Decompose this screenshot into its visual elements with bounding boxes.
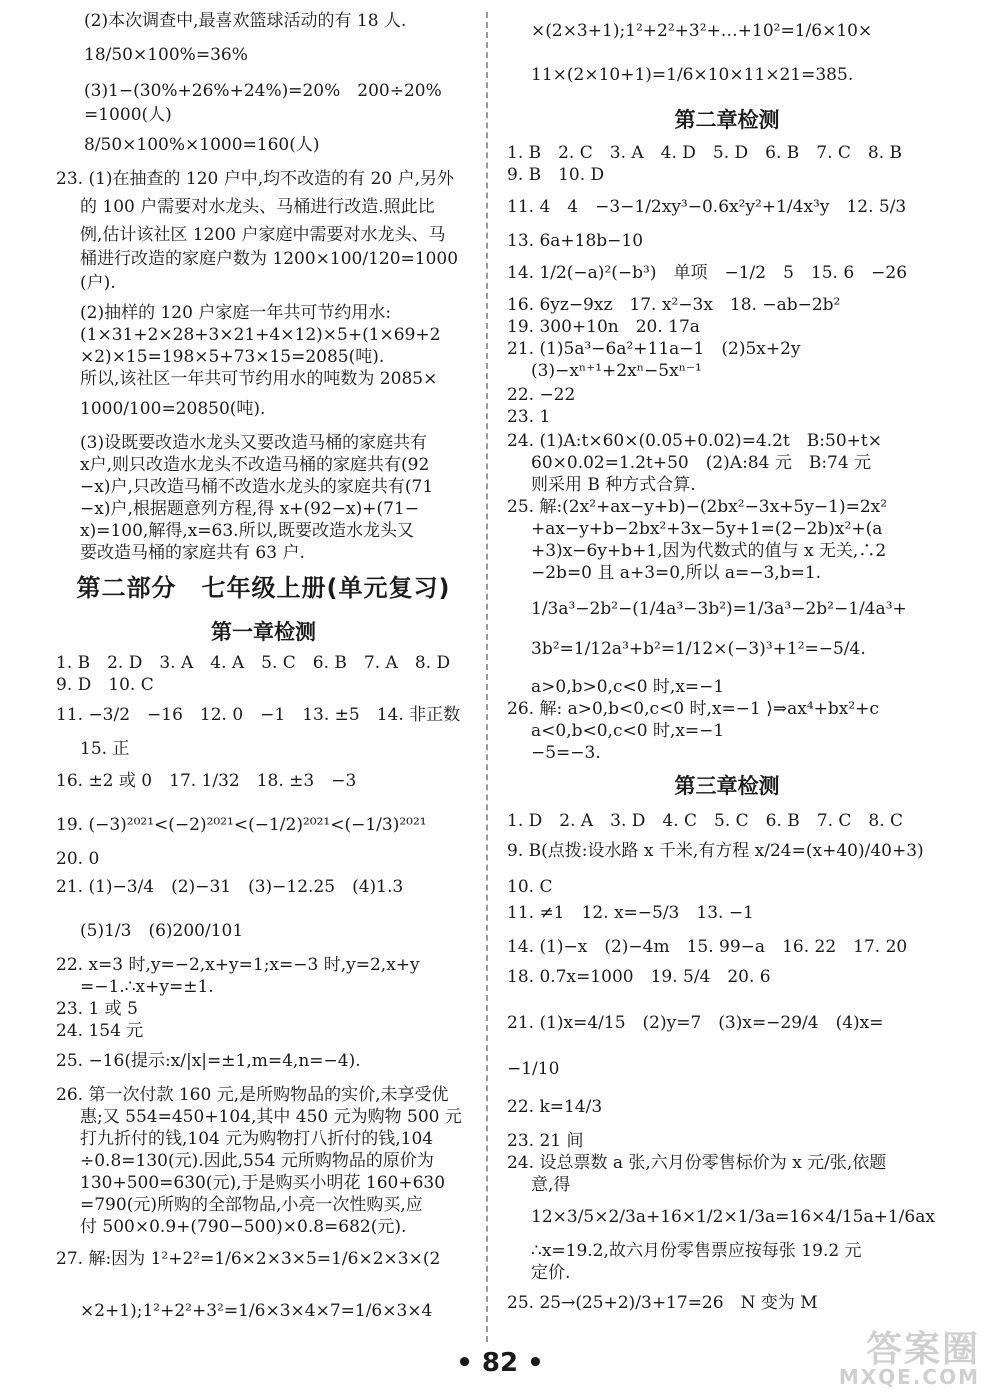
answer-line: 打九折付的钱,104 元为购物打八折付的钱,104 bbox=[80, 1129, 434, 1149]
answer-line: 1/3a³−2b²−(1/4a³−3b²)=1/3a³−2b²−1/4a³+ bbox=[531, 599, 907, 619]
answer-line: 定价. bbox=[531, 1263, 571, 1283]
answer-line: 1. B 2. C 3. A 4. D 5. D 6. B 7. C 8. B bbox=[507, 143, 903, 163]
answer-line: 所以,该社区一年共可节约用水的吨数为 2085× bbox=[80, 369, 438, 389]
answer-line: 21. (1)x=4/15 (2)y=7 (3)x=−29/4 (4)x= bbox=[507, 1013, 884, 1033]
answer-line: −2b=0 且 a+3=0,所以 a=−3,b=1. bbox=[531, 563, 822, 583]
answer-line: a<0,b<0,c<0 时,x=−1 bbox=[531, 721, 725, 741]
answer-line: 1. D 2. A 3. D 4. C 5. C 6. B 7. C 8. C bbox=[507, 811, 904, 831]
chapter2-heading: 第二章检测 bbox=[674, 108, 780, 132]
answer-line: (2)本次调查中,最喜欢篮球活动的有 18 人. bbox=[84, 11, 407, 31]
answer-line: 27. 解:因为 1²+2²=1/6×2×3×5=1/6×2×3×(2 bbox=[56, 1249, 441, 1269]
answer-line: 26. 解: a>0,b<0,c<0 时,x=−1 ⟩⇒ax⁴+bx²+c bbox=[507, 699, 879, 719]
watermark-line1: 答案圈 bbox=[865, 1329, 980, 1370]
answer-line: =790(元)所购的全部物品,小亮一次性购买,应 bbox=[80, 1195, 423, 1215]
watermark-logo bbox=[800, 1319, 986, 1391]
answer-line: 19. 300+10n 20. 17a bbox=[507, 317, 700, 337]
column-divider bbox=[486, 12, 488, 1342]
answer-line: 22. −22 bbox=[507, 385, 576, 405]
answer-line: 付 500×0.9+(790−500)×0.8=682(元). bbox=[80, 1217, 407, 1237]
answer-line: (5)1/3 (6)200/101 bbox=[80, 921, 244, 941]
answer-line: 桶进行改造的家庭户数为 1200×100/120=1000 bbox=[80, 249, 459, 269]
answer-line: 23. 1 bbox=[507, 407, 551, 427]
answer-line: 11. −3/2 −16 12. 0 −1 13. ±5 14. 非正数 bbox=[56, 705, 461, 725]
answer-line: (1×31+2×28+3×21+4×12)×5+(1×69+2 bbox=[80, 325, 441, 345]
answer-line: 24. 设总票数 a 张,六月份零售标价为 x 元/张,依题 bbox=[507, 1153, 887, 1173]
answer-line: 3b²=1/12a³+b²=1/12×(−3)³+1²=−5/4. bbox=[531, 639, 866, 659]
answer-line: 24. 154 元 bbox=[56, 1021, 144, 1041]
answer-line: 则采用 B 种方式合算. bbox=[531, 475, 696, 495]
answer-line: 惠;又 554=450+104,其中 450 元为购物 500 元 bbox=[80, 1107, 462, 1127]
answer-line: 21. (1)−3/4 (2)−31 (3)−12.25 (4)1.3 bbox=[56, 877, 404, 897]
answer-line: 12×3/5×2/3a+16×1/2×1/3a=16×4/15a+1/6ax bbox=[531, 1207, 935, 1227]
answer-line: 1. B 2. D 3. A 4. A 5. C 6. B 7. A 8. D bbox=[56, 653, 451, 673]
chapter1-heading: 第一章检测 bbox=[211, 620, 316, 644]
answer-line: ÷0.8=130(元).因此,554 元所购物品的原价为 bbox=[80, 1151, 434, 1171]
answer-line: −5=−3. bbox=[531, 743, 601, 763]
answer-line: 1000/100=20850(吨). bbox=[80, 399, 266, 419]
answer-line: x)=100,解得,x=63.所以,既要改造水龙头又 bbox=[80, 521, 414, 541]
answer-line: 要改造马桶的家庭共有 63 户. bbox=[80, 543, 305, 563]
answer-line: −x)户,根据题意列方程,得 x+(92−x)+(71− bbox=[80, 499, 419, 519]
answer-line: 10. C bbox=[507, 877, 553, 897]
answer-line: 例,估计该社区 1200 户家庭中需要对水龙头、马 bbox=[80, 225, 446, 245]
answer-line: 23. 21 间 bbox=[507, 1131, 584, 1151]
watermark-line2: MXQE.COM bbox=[838, 1365, 980, 1389]
answer-line: =1000(人) bbox=[84, 105, 172, 125]
answer-line: x户,则只改造水龙头不改造马桶的家庭共有(92 bbox=[80, 455, 430, 475]
answer-line: 130+500=630(元),于是购买小明花 160+630 bbox=[80, 1173, 446, 1193]
answer-line: (3)设既要改造水龙头又要改造马桶的家庭共有 bbox=[80, 433, 428, 453]
answer-line: +ax−y+b−2bx²+3x−5y+1=(2−2b)x²+(a bbox=[531, 519, 883, 539]
answer-line: −x)户,只改造马桶不改造水龙头的家庭共有(71 bbox=[80, 477, 434, 497]
answer-line: 19. (−3)²⁰²¹<(−2)²⁰²¹<(−1/2)²⁰²¹<(−1/3)²⁰²¹ bbox=[56, 815, 427, 835]
answer-line: 23. (1)在抽查的 120 户中,均不改造的有 20 户,另外 bbox=[56, 169, 455, 189]
answer-line: 9. B(点拨:设水路 x 千米,有方程 x/24=(x+40)/40+3) bbox=[507, 841, 924, 861]
answer-line: (2)抽样的 120 户家庭一年共可节约用水: bbox=[80, 303, 392, 323]
answer-line: 18/50×100%=36% bbox=[84, 45, 248, 65]
answer-line: 25. 25→(25+2)/3+17=26 N 变为 M bbox=[507, 1293, 818, 1313]
answer-line: 15. 正 bbox=[80, 739, 130, 759]
answer-line: 13. 6a+18b−10 bbox=[507, 231, 644, 251]
answer-line: +3)x−6y+b+1,因为代数式的值与 x 无关,∴2 bbox=[531, 541, 887, 561]
answer-line: (户). bbox=[80, 273, 116, 293]
chapter3-heading: 第三章检测 bbox=[674, 774, 780, 798]
answer-line: 22. k=14/3 bbox=[507, 1097, 603, 1117]
answer-line: 25. 解:(2x²+ax−y+b)−(2bx²−3x+5y−1)=2x² bbox=[507, 497, 888, 517]
answer-line: 60×0.02=1.2t+50 (2)A:84 元 B:74 元 bbox=[531, 453, 872, 473]
answer-line: 9. D 10. C bbox=[56, 675, 154, 695]
answer-line: ×2+1);1²+2²+3²=1/6×3×4×7=1/6×3×4 bbox=[80, 1301, 433, 1321]
answer-line: =−1.∴x+y=±1. bbox=[80, 977, 214, 997]
answer-line: 11×(2×10+1)=1/6×10×11×21=385. bbox=[531, 65, 854, 85]
answer-line: 21. (1)5a³−6a²+11a−1 (2)5x+2y bbox=[507, 339, 801, 359]
answer-line: 26. 第一次付款 160 元,是所购物品的实价,未享受优 bbox=[56, 1085, 449, 1105]
answer-line: −1/10 bbox=[507, 1059, 560, 1079]
answer-line: 24. (1)A:t×60×(0.05+0.02)=4.2t B:50+t× bbox=[507, 431, 882, 451]
part2-heading: 第二部分 七年级上册(单元复习) bbox=[76, 574, 451, 602]
answer-line: 23. 1 或 5 bbox=[56, 999, 138, 1019]
answer-line: ∴x=19.2,故六月份零售票应按每张 19.2 元 bbox=[531, 1241, 862, 1261]
answer-line: 20. 0 bbox=[56, 849, 100, 869]
answer-line: ×(2×3+1);1²+2²+3²+…+10²=1/6×10× bbox=[531, 21, 873, 41]
answer-line: 22. x=3 时,y=−2,x+y=1;x=−3 时,y=2,x+y bbox=[56, 955, 420, 975]
answer-line: 18. 0.7x=1000 19. 5/4 20. 6 bbox=[507, 967, 771, 987]
answer-line: ×2)×15=198×5+73×15=2085(吨). bbox=[80, 347, 385, 367]
answer-line: 16. ±2 或 0 17. 1/32 18. ±3 −3 bbox=[56, 771, 357, 791]
answer-line: 16. 6yz−9xz 17. x²−3x 18. −ab−2b² bbox=[507, 295, 841, 315]
answer-line: 8/50×100%×1000=160(人) bbox=[84, 135, 320, 155]
answer-line: 意,得 bbox=[531, 1175, 571, 1195]
answer-line: 25. −16(提示:x/|x|=±1,m=4,n=−4). bbox=[56, 1051, 361, 1071]
answer-line: 11. ≠1 12. x=−5/3 13. −1 bbox=[507, 903, 754, 923]
answer-line: (3)1−(30%+26%+24%)=20% 200÷20% bbox=[84, 81, 442, 101]
answer-line: 的 100 户需要对水龙头、马桶进行改造.照此比 bbox=[80, 197, 435, 217]
answer-line: 11. 4 4 −3−1/2xy³−0.6x²y²+1/4x³y 12. 5/3 bbox=[507, 197, 907, 217]
answer-line: a>0,b>0,c<0 时,x=−1 bbox=[531, 677, 725, 697]
answer-line: 14. 1/2(−a)²(−b³) 单项 −1/2 5 15. 6 −26 bbox=[507, 263, 908, 283]
answer-line: (3)−xⁿ⁺¹+2xⁿ−5xⁿ⁻¹ bbox=[531, 361, 702, 381]
answer-line: 14. (1)−x (2)−4m 15. 99−a 16. 22 17. 20 bbox=[507, 937, 908, 957]
page-number: • 82 • bbox=[456, 1348, 544, 1378]
answer-line: 9. B 10. D bbox=[507, 165, 605, 185]
